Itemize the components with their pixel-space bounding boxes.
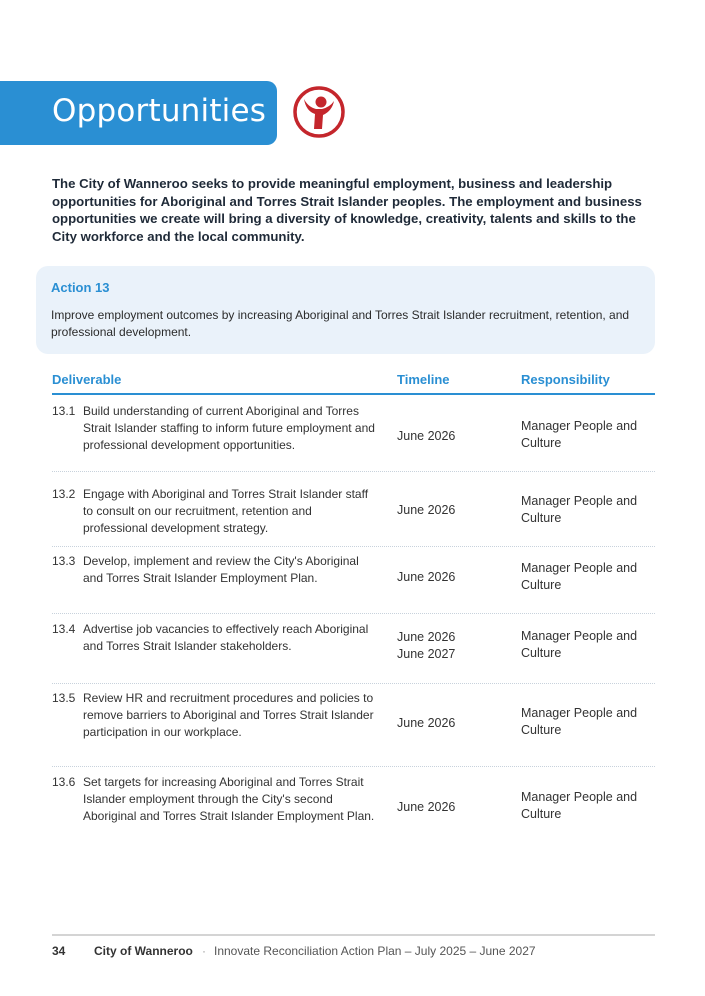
row-divider [52,471,655,472]
deliverable-number: 13.6 [52,775,76,789]
timeline-value: June 2026 [397,503,456,517]
action-description: Improve employment outcomes by increasing Aboriginal and Torres Strait Islander recruitment, retention, and professional development. [51,308,630,339]
responsibility-value: Manager People and Culture [521,561,638,592]
deliverable-description: Review HR and recruitment procedures and policies to remove barriers to Aboriginal and Torres Strait Islander participation in our workplace. [83,691,374,739]
timeline-value: June 2026 [397,570,456,584]
header-timeline: Timeline [397,372,450,387]
deliverable-number: 13.1 [52,404,76,418]
page-title: Opportunities [52,93,267,129]
footer-rule [52,934,655,936]
deliverable-description: Engage with Aboriginal and Torres Strait Islander staff to consult on our recruitment, retention and professional development strategy. [83,487,369,535]
responsibility-value: Manager People and Culture [521,629,638,660]
timeline-value: June 2026 [397,716,456,730]
footer-organisation: City of Wanneroo [94,944,193,958]
deliverable-number: 13.3 [52,554,76,568]
page-number: 34 [52,944,66,958]
row-divider [52,683,655,684]
timeline-value: June 2026 [397,800,456,814]
responsibility-value: Manager People and Culture [521,706,638,737]
intro-paragraph: The City of Wanneroo seeks to provide meaningful employment, business and leadership opportunities for Aboriginal and Torres Strait Islander peoples. The employment and business opportunities we create will bring a diversity of knowledge, creativity, talents and skills to the City workforce and the local community. [52,176,642,244]
header-rule [52,393,655,395]
deliverable-description: Build understanding of current Aboriginal and Torres Strait Islander staffing to inform future employment and professional development opportunities. [83,404,375,452]
deliverable-description: Develop, implement and review the City's Aboriginal and Torres Strait Islander Employment Plan. [83,554,359,585]
timeline-value: June 2027 [397,647,456,661]
footer-document-title: Innovate Reconciliation Action Plan – July 2025 – June 2027 [214,944,536,958]
row-divider [52,766,655,767]
deliverable-number: 13.2 [52,487,76,501]
deliverable-number: 13.4 [52,622,76,636]
header-deliverable: Deliverable [52,372,122,387]
action-title: Action 13 [51,280,110,295]
timeline-value: June 2026 [397,429,456,443]
deliverable-number: 13.5 [52,691,76,705]
row-divider [52,613,655,614]
responsibility-value: Manager People and Culture [521,419,638,450]
header-responsibility: Responsibility [521,372,610,387]
reconciliation-figure-icon [292,85,346,139]
footer-separator: · [202,944,206,958]
responsibility-value: Manager People and Culture [521,790,638,821]
row-divider [52,546,655,547]
responsibility-value: Manager People and Culture [521,494,638,525]
timeline-value: June 2026 [397,630,456,644]
action-box [36,266,655,354]
deliverable-description: Set targets for increasing Aboriginal and Torres Strait Islander employment through the City's second Aboriginal and Torres Strait Islander Employment Plan. [83,775,375,823]
deliverable-description: Advertise job vacancies to effectively reach Aboriginal and Torres Strait Islander stakeholders. [83,622,369,653]
